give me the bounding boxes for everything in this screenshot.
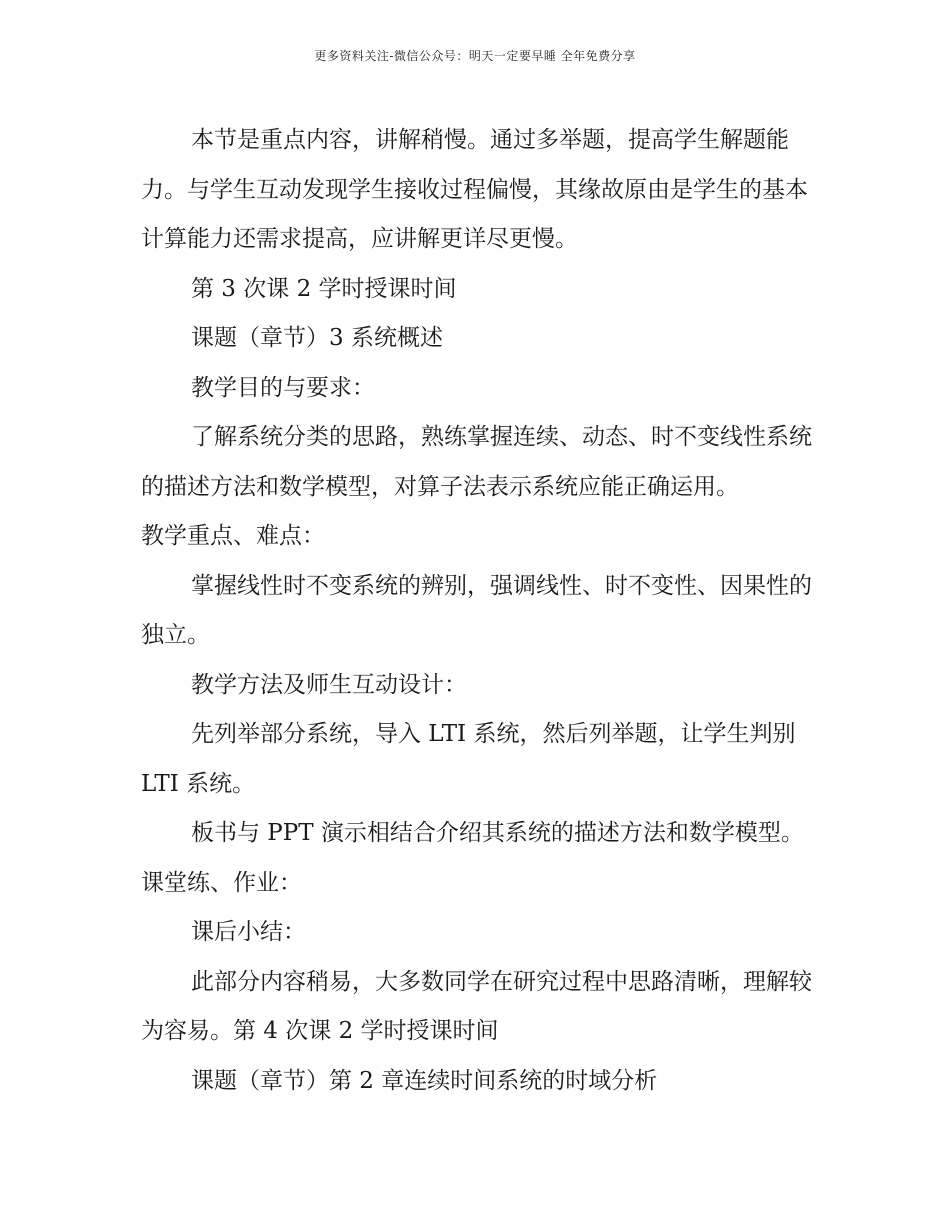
document-body <box>141 116 821 1106</box>
heading-teaching-methods: 教学方法及师生互动设计： <box>191 671 467 698</box>
paragraph-lesson-3-time: 第 3 次课 2 学时授课时间 <box>191 275 457 302</box>
paragraph-after-class-summary: 此部分内容稍易，大多数同学在研究过程中思路清晰，理解较为容易。第 4 次课 2 学时授课时间 <box>141 968 812 1044</box>
paragraph-topic-chapter-2: 课题（章节）第 2 章连续时间系统的时域分析 <box>191 1067 658 1094</box>
paragraph-teaching-methods: 先列举部分系统，导入 LTI 系统，然后列举题，让学生判别 LTI 系统。 <box>141 721 796 797</box>
paragraph-key-points: 掌握线性时不变系统的辨别，强调线性、时不变性、因果性的独立。 <box>141 572 812 648</box>
paragraph-teaching-goals: 了解系统分类的思路，熟练掌握连续、动态、时不变线性系统的描述方法和数学模型，对算子法表示系统应能正确运用。 <box>141 424 812 500</box>
page-header: 更多资料关注-微信公众号：明天一定要早睡 全年免费分享 <box>314 49 636 63</box>
paragraph-lesson-summary: 本节是重点内容，讲解稍慢。通过多举题，提高学生解题能力。与学生互动发现学生接收过程偏慢，其缘故原由是学生的基本计算能力还需求提高，应讲解更详尽更慢。 <box>141 127 808 252</box>
heading-teaching-goals: 教学目的与要求： <box>191 374 375 401</box>
paragraph-blackboard-ppt: 板书与 PPT 演示相结合介绍其系统的描述方法和数学模型。课堂练、作业： <box>141 820 804 896</box>
heading-after-class-summary: 课后小结： <box>191 919 306 945</box>
paragraph-topic-system-overview: 课题（章节）3 系统概述 <box>191 325 443 351</box>
heading-key-points: 教学重点、难点： <box>141 523 325 549</box>
